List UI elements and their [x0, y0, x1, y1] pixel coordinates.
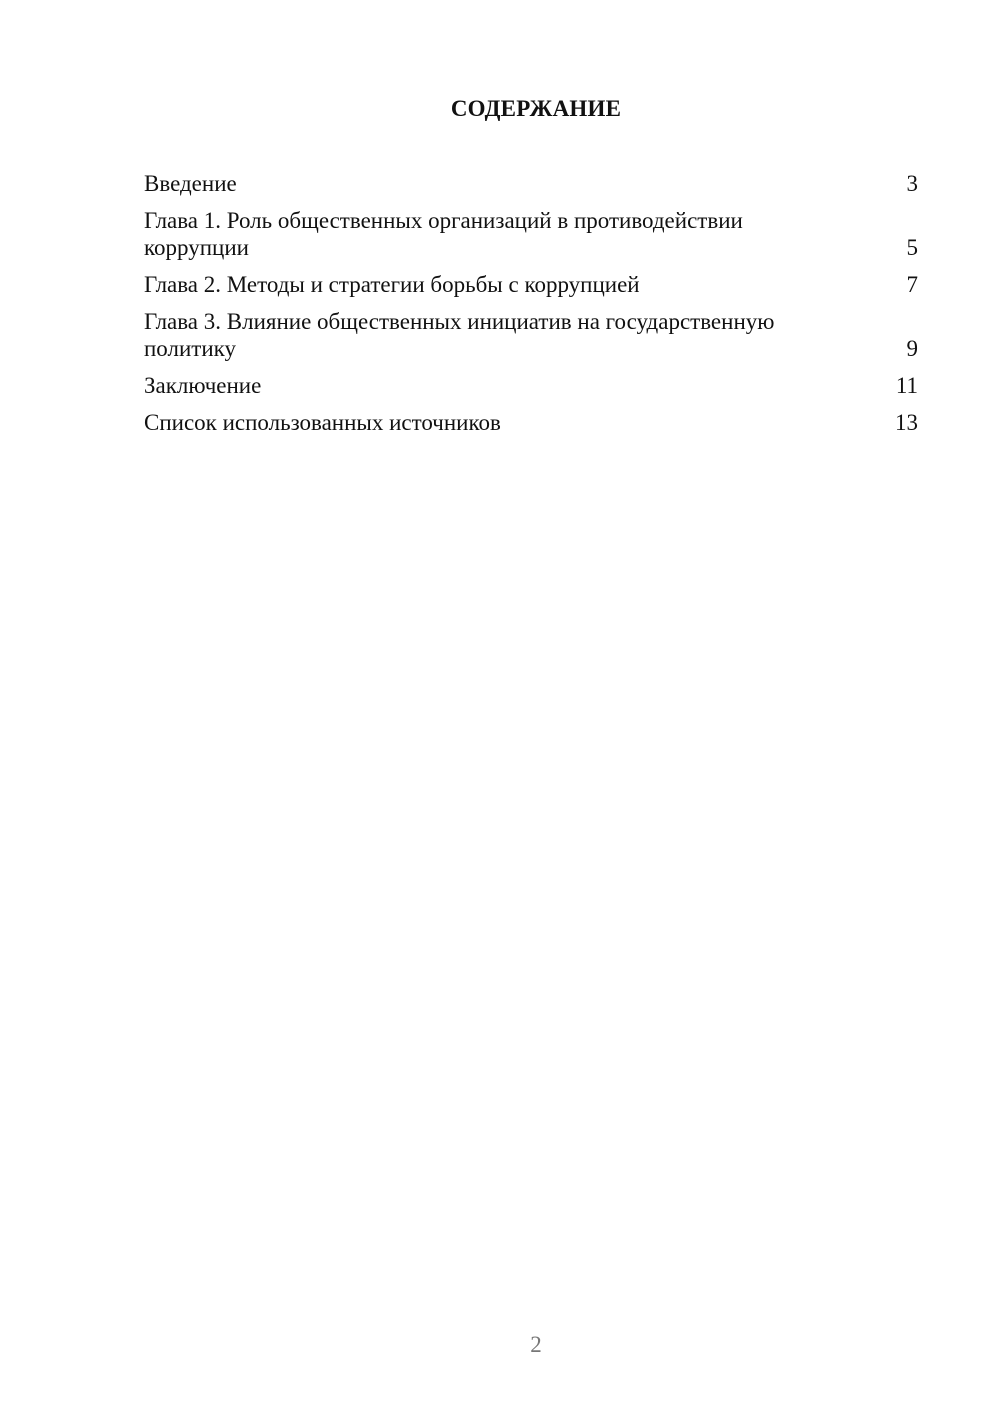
- toc-entry-page: 9: [906, 336, 918, 361]
- toc-entry-title: Заключение: [144, 373, 262, 398]
- toc-entry-page: 5: [906, 235, 918, 260]
- toc-entry-references: [144, 409, 918, 436]
- toc-entry-page: 11: [895, 373, 918, 398]
- toc-entry-page: 13: [895, 410, 918, 435]
- toc-entry-chapter-3: [144, 308, 918, 362]
- table-of-contents: [144, 170, 918, 446]
- toc-entry-title: Введение: [144, 171, 237, 196]
- toc-entry-title: Глава 2. Методы и стратегии борьбы с коррупцией: [144, 272, 640, 297]
- toc-title: СОДЕРЖАНИЕ: [450, 96, 622, 121]
- toc-entry-conclusion: [144, 372, 918, 399]
- toc-entry-title: Список использованных источников: [144, 410, 501, 435]
- toc-entry-chapter-1: [144, 207, 918, 261]
- toc-entry-chapter-2: [144, 271, 918, 298]
- toc-entry-title: Глава 1. Роль общественных организаций в противодействии коррупции: [144, 208, 743, 260]
- page-number: 2: [530, 1332, 542, 1357]
- toc-entry-title: Глава 3. Влияние общественных инициатив на государственную политику: [144, 309, 775, 361]
- toc-entry-introduction: [144, 170, 918, 197]
- toc-entry-page: 7: [906, 272, 918, 297]
- toc-entry-page: 3: [906, 171, 918, 196]
